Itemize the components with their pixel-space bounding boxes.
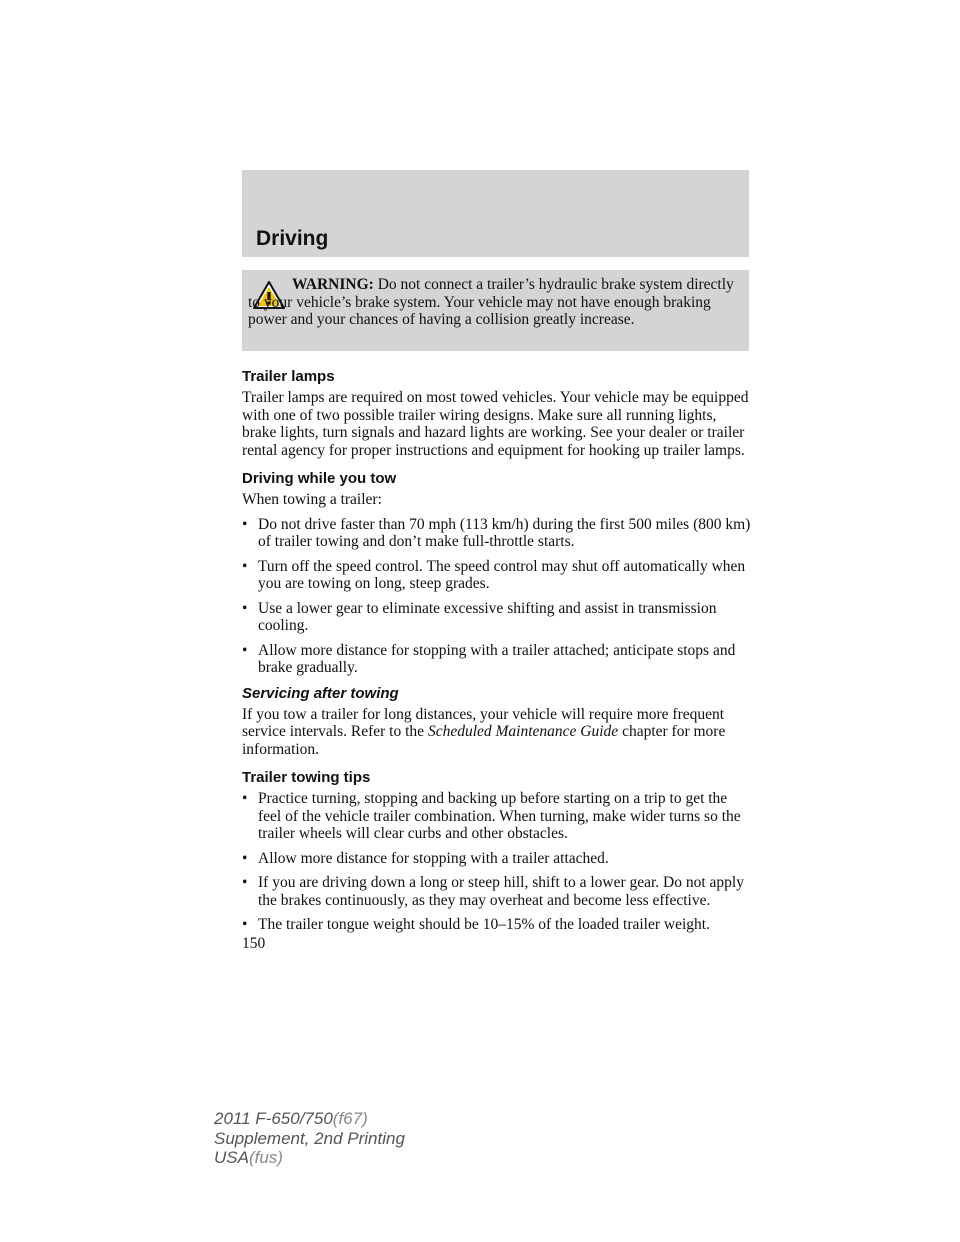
bullet-icon: • [242, 790, 248, 807]
list-item: • The trailer tongue weight should be 10–15% of the loaded trailer weight. [242, 916, 710, 933]
heading-driving-while-tow: Driving while you tow [242, 470, 397, 487]
heading-trailer-towing-tips: Trailer towing tips [242, 769, 371, 786]
bullet-icon: • [242, 641, 248, 659]
servicing-body: If you tow a trailer for long distances, your vehicle will require more frequent service intervals. Refer to the Scheduled Maintenance Guide chapter for more information. [242, 705, 726, 758]
warning-box [242, 270, 749, 351]
reference-maintenance-guide: Scheduled Maintenance Guide [427, 723, 619, 740]
warning-text-block [248, 276, 738, 329]
footer-model-code: (f67) [332, 1109, 368, 1128]
list-item: • Allow more distance for stopping with a trailer attached. [242, 849, 609, 867]
heading-servicing-after-towing: Servicing after towing [242, 684, 399, 702]
bullet-icon: • [242, 874, 248, 891]
bullet-icon: • [242, 557, 248, 575]
footer-region-code: (fus) [248, 1148, 283, 1167]
bullet-icon: • [242, 599, 248, 617]
list-item: • Use a lower gear to eliminate excessive shifting and assist in transmission cooling. [242, 599, 717, 634]
list-item: • If you are driving down a long or steep hill, shift to a lower gear. Do not apply the brakes continuously, as they may overheat and become less effective. [242, 874, 744, 909]
footer-model: 2011 F-650/750 [214, 1109, 333, 1128]
bullet-icon: • [242, 849, 248, 867]
list-item: • Allow more distance for stopping with a trailer attached; anticipate stops and brake gradually. [242, 641, 736, 676]
driving-tow-intro: When towing a trailer: [242, 491, 382, 508]
print-footer [214, 1109, 405, 1168]
footer-edition: Supplement, 2nd Printing [214, 1128, 405, 1148]
chapter-header [242, 170, 749, 257]
list-item: • Turn off the speed control. The speed control may shut off automatically when you are towing on long, steep grades. [242, 557, 746, 592]
list-item: • Practice turning, stopping and backing up before starting on a trip to get the feel of the vehicle trailer combination. When turning, make wider turns so the trailer wheels will clear curbs and other obstacles. [242, 790, 741, 842]
trailer-lamps-body: Trailer lamps are required on most towed vehicles. Your vehicle may be equipped with one of two possible trailer wiring designs. Make sure all running lights, brake lights, turn signals and hazard lights are working. See your dealer or trailer rental agency for proper instructions and equipment for hooking up trailer lamps. [242, 389, 749, 459]
bullet-icon: • [242, 916, 248, 933]
bullet-icon: • [242, 515, 248, 533]
warning-text: Do not connect a trailer’s hydraulic brake system directly to your vehicle’s brake system. Your vehicle may not have enough braking power and your chances of having a collision greatly increase. [248, 276, 734, 328]
chapter-title: Driving [256, 227, 329, 250]
footer-region: USA [214, 1148, 249, 1167]
list-item: • Do not drive faster than 70 mph (113 km/h) during the first 500 miles (800 km) of trailer towing and don’t make full-throttle starts. [242, 515, 751, 550]
page-number: 150 [242, 934, 266, 952]
warning-label: WARNING: [292, 276, 374, 293]
heading-trailer-lamps: Trailer lamps [242, 368, 335, 385]
main-content [242, 367, 752, 952]
